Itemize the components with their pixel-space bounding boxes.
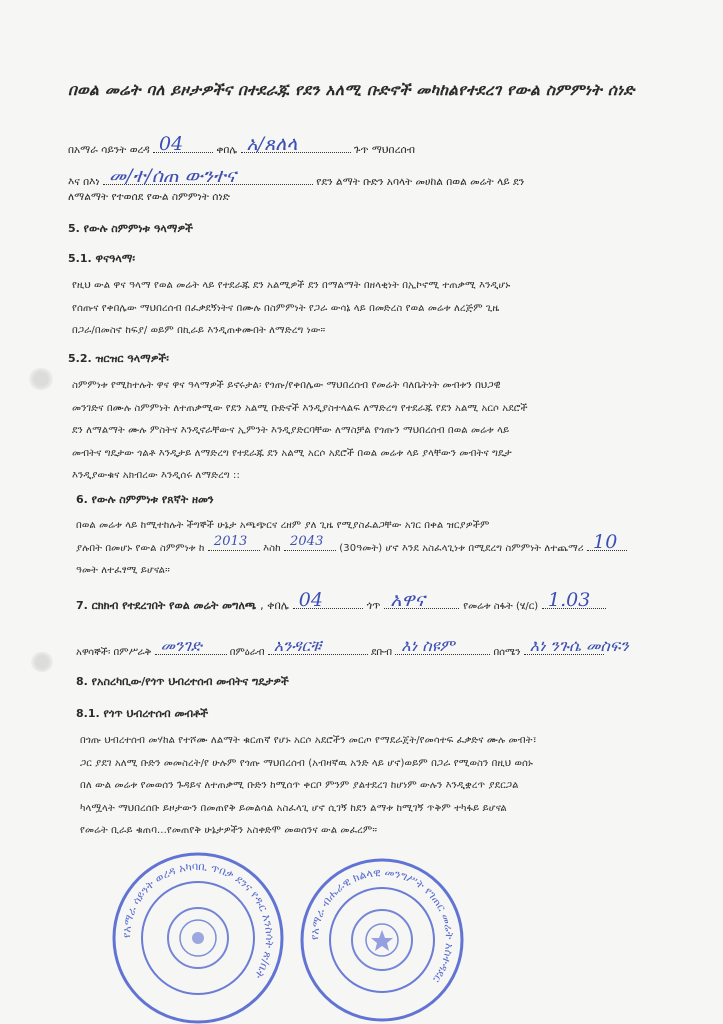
section-7-got-field	[384, 589, 459, 611]
section-6-heading: 6. የውሉ ስምምነቱ የጸኛት ዘመን	[76, 493, 214, 506]
section-7-area-field	[542, 589, 606, 611]
section-8-1-paragraph	[80, 730, 690, 843]
intro-line-1	[68, 133, 415, 157]
period-to-handwritten: 2043	[290, 533, 324, 549]
paragraph-line: ስምምነቱ የሚከተሉት ዋና ዋና ዓላማዎች ይኖሩታል፡ የጎጡ/የቀበሌው ማህበረሰብ የመሬት ባለቤትነት መብቱን በህጋዊ	[72, 380, 501, 391]
boundary-east-label: አዋሳኞች፡ በምሥራቅ	[76, 647, 152, 658]
boundary-north-handwritten: እነ ንጉሴ መስፍን	[529, 636, 629, 655]
intro-line-2	[68, 165, 525, 189]
period-extra-handwritten: 10	[593, 530, 618, 553]
paragraph-line: እንዲያውቁና አክብረው እንዲሰሩ ለማድረግ ::	[72, 470, 240, 481]
punch-hole-lower	[30, 652, 54, 672]
section-7-kebele-label: , ቀበሌ	[260, 599, 289, 612]
boundary-west-field	[268, 636, 368, 655]
paragraph-line: ጋር ያደገ አለሚ ቡድን መመስረት/የ ሁሉም የጎጡ ማህበረሰብ (አብዛኛዉ አንድ ላይ ሆኖ)ወይም በጋራ የሚወስን በዚህ ወሰኑ	[80, 757, 533, 769]
paragraph-line: ካላሟላት ማህበረሰቡ ይዞታውን በመጠየቅ ይመልሳል አስፈላጊ ሆኖ ሲገኝ ከደን ልማቱ ከሚገኝ ጥቅም ተካፋይ ይሆናል	[80, 802, 507, 814]
paragraph-line: በጋራ/በመስኖ ከፍያ/ ወይም በኪራይ እንዲጠቀሙበት ለማድረግ ነው።	[72, 325, 326, 336]
section-5-2-heading: 5.2. ዝርዝር ዓላማዎች፡	[68, 352, 169, 365]
right-stamp-ring-text: የአማራ ብሔራዊ ክልላዊ መንግሥት የገጠር መሬት አስተዳደር	[307, 865, 457, 986]
paragraph-line: የዚህ ውል ዋና ዓላማ የወል መሬት ላይ የተደራጁ ደን አልሚዎች ደን በማልማት በዘላቂነት በኢኮኖሚ ተጠቃሚ እንዲሆኑ	[72, 280, 511, 291]
period-prefix: ያሉበት በመሆኑ የውል ስምምነቱ ከ	[76, 542, 205, 554]
paragraph-line: መብትና ግዴታው ጎልቶ እንዲታይ ለማድረግ የተደራጁ ደን አልሚ አርሶ አደሮች በወል መሬቱ ላይ ያላቸውን መብትና ግዴታ	[72, 447, 512, 459]
section-5-2-paragraph	[72, 375, 682, 488]
paragraph-line: የሰጡና የቀበሌው ማህበረሰብ በፈቃደኝነትና በሙሉ በስምምነት የጋራ ውሳኔ ላይ በመድረስ የወል መሬቱ ለረጅም ጊዜ	[72, 302, 500, 314]
paragraph-line: መንገድና በሙሉ ስምምነት ለተጠቃሚው የደን አልሚ ቡድኖች እንዲያስተላልፍ ለማድረግ የተደራጁ የደን አልሚ አርሶ አደሮች	[72, 402, 528, 414]
section-5-1-paragraph	[72, 275, 682, 343]
period-mid-text: (30ዓመት) ሆኖ እንደ አስፈላጊነቱ በሚደረግ ስምምነት ለተጨማሪ	[339, 542, 584, 554]
section-7-kebele-field	[293, 589, 363, 611]
woreda-number-handwritten: 04	[159, 133, 184, 155]
official-stamp-left	[108, 852, 288, 1024]
section-8-heading: 8. የአስረካቢው/የጎጥ ህብረተሰብ መብትና ግዴታዎች	[76, 675, 289, 688]
left-stamp-ring-text: የአማራ ሳይንት ወረዳ አካባቢ ጥበቃ ደንና የዱር እንስሳት ጽ/ቤት	[119, 859, 277, 981]
paragraph-line: በወል መሬቱ ላይ ከሚተከሉት ችግኞች ሁኔታ አጫጭርና ረዘም ያለ ጊዜ የሚያስፈልጋቸው አገር በቀል ዝርያዎችም	[76, 520, 490, 531]
boundary-west-label: በምዕራብ	[229, 647, 265, 658]
punch-hole-upper	[28, 368, 54, 390]
kebele-name-field	[241, 133, 351, 155]
section-7-heading: 7. ርክክብ የተደረገበት የወል መሬት መግለጫ	[76, 599, 257, 612]
period-from-field	[208, 533, 260, 551]
section-7-got-label: ጎጥ	[366, 599, 381, 612]
intro-kebele-label: ቀበሌ	[216, 144, 238, 156]
paragraph-line: ዓመት ለተፈፃሚ ይሆናል።	[76, 565, 170, 576]
section-7-area-label: የመሬቱ ስፋት (ሄ/ር)	[463, 601, 539, 612]
section-5-1-heading: 5.1. ዋናዓላማ፡	[68, 252, 135, 265]
document-title: በወል መሬት ባለ ይዞታዎችና በተደራጁ የደን አለሚ ቡድኖች መካከልየተደረገ የውል ስምምነት ሰነድ	[68, 81, 635, 99]
period-from-handwritten: 2013	[213, 533, 248, 549]
boundary-south-field	[395, 636, 490, 655]
section-8-1-heading: 8.1. የጎጥ ህብረተሰብ መብቶች	[76, 707, 209, 720]
section-5-heading: 5. የውሉ ስምምነቱ ዓላማዎች	[68, 222, 193, 235]
boundary-east-handwritten: መንገድ	[160, 636, 202, 655]
period-until-label: እስከ	[263, 542, 281, 554]
boundary-south-label: ደቡብ	[370, 647, 393, 658]
intro-community-label: ጉጥ ማህበረሰብ	[353, 144, 415, 156]
boundary-west-handwritten: አንዳርቹ	[273, 636, 322, 655]
intro-woreda-label: በአማራ ሳይንት ወረዳ	[68, 144, 150, 156]
paragraph-line: በጎጡ ህብረተሰብ መሃከል የተሾሙ ለልማት ቁርጠኛ የሆኑ አርሶ አደሮችን መርጦ የማደራጀት/የመሳተፍ ፈቃድና ሙሉ መብት፣	[80, 735, 537, 746]
group-name-field	[103, 165, 313, 187]
woreda-number-field	[153, 133, 213, 155]
section-6-period-line	[76, 530, 686, 561]
section-7-got-handwritten: አዋና	[390, 589, 425, 611]
boundary-east-field	[155, 636, 227, 655]
section-6-paragraph	[76, 515, 686, 583]
paragraph-line: ደን ለማልማት ሙሉ ምስትና እንዲኖራቸውና ኢምንት እንዲያድርባቸው ለማስቻል የጎጡን ማህበረሰብ በወል መሬቱ ላይ	[72, 425, 510, 436]
period-extra-field	[587, 530, 627, 553]
period-to-field	[284, 533, 336, 551]
intro-group-label: እና በእነ	[68, 176, 100, 188]
boundary-north-field	[524, 636, 629, 655]
paragraph-line: በለ ውል መሬቱ የመወሰን ጉዳይና ለተጠቃሚ ቡድን ከሚሰጥ ቀርቦ ምንም ያልተደረገ ከሆነም ውሉን እንዲቋረጥ ያደርጋል	[80, 780, 519, 791]
intro-group-suffix: የደን ልማት ቡድን አባላት መሀከል በወል መሬት ላይ ደን	[316, 176, 525, 188]
official-stamp-right	[296, 854, 468, 1024]
boundary-north-label: በሰሜን	[493, 647, 521, 658]
section-7-line	[76, 589, 606, 614]
paragraph-line: የመሬት ቢራይ ቁጠባ...የመጠየቅ ሁኔታዎችን አስቀድሞ መወሰንና ውል መፈረም።	[80, 825, 378, 836]
group-name-handwritten: መ/ተ/ሰጠ ውንተና	[108, 165, 236, 187]
section-7-kebele-handwritten: 04	[298, 589, 323, 611]
kebele-name-handwritten: አ/ጸለላ	[246, 133, 298, 155]
boundary-south-handwritten: እነ ስዩም	[401, 636, 455, 655]
intro-line-3: ለማልማት የተወሰደ የውል ስምምነት ሰነድ	[68, 191, 230, 203]
boundaries-line	[76, 636, 629, 660]
section-7-area-handwritten: 1.03	[547, 589, 591, 611]
